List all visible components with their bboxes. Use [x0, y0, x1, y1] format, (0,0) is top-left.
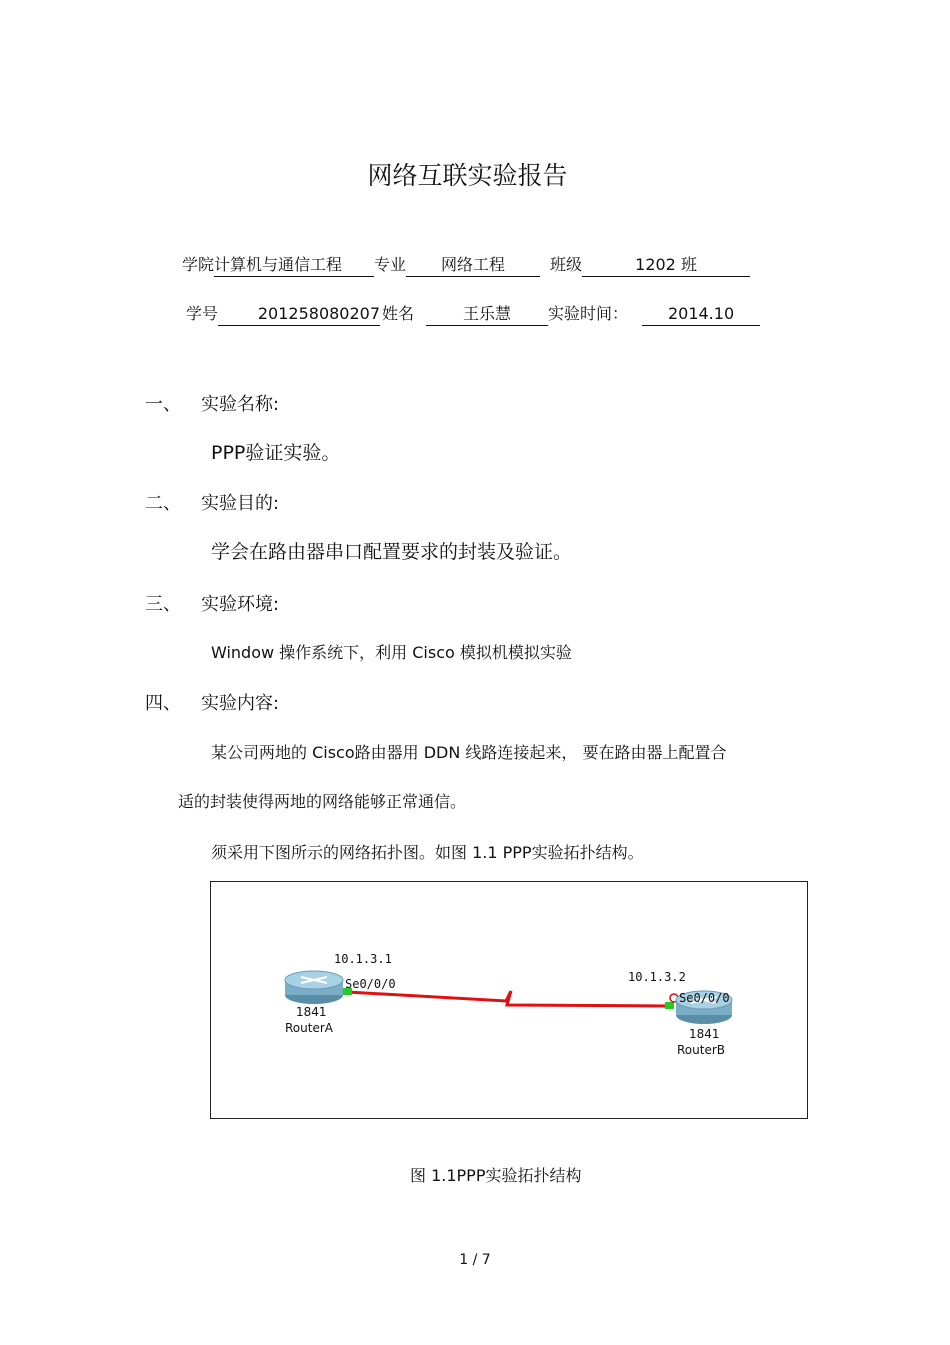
- section-2-content: 学会在路由器串口配置要求的封装及验证。: [211, 541, 573, 563]
- section-4-number: 四、: [145, 693, 181, 714]
- name-label: 姓名: [382, 304, 415, 323]
- section-3-content: Window 操作系统下，利用 Cisco 模拟机模拟实验: [211, 643, 572, 662]
- major-value: 网络工程: [406, 254, 540, 277]
- page-number: 1 / 7: [459, 1252, 491, 1268]
- date-value: 2014.10: [642, 303, 760, 326]
- router-a-model: 1841: [296, 1005, 327, 1019]
- info-row-1: [182, 254, 750, 277]
- class-label: 班级: [550, 255, 583, 274]
- figure-caption: 图 1.1PPP实验拓扑结构: [410, 1166, 582, 1185]
- router-b-interface: Se0/0/0: [679, 991, 730, 1005]
- topology-diagram: [211, 882, 807, 1118]
- date-label: 实验时间：: [548, 304, 629, 323]
- section-3-title: 实验环境:: [201, 594, 280, 615]
- section-4-paragraph-line-2: 适的封装使得两地的网络能够正常通信。: [178, 792, 467, 811]
- section-1-title: 实验名称:: [201, 394, 280, 415]
- router-a-interface: Se0/0/0: [345, 977, 396, 991]
- section-4-paragraph-2: 须采用下图所示的网络拓扑图。如图 1.1 PPP实验拓扑结构。: [211, 843, 644, 862]
- major-label: 专业: [374, 255, 407, 274]
- name-value: 王乐慧: [426, 303, 548, 326]
- student-id-value: 201258080207: [218, 303, 380, 326]
- document-title: 网络互联实验报告: [367, 161, 568, 190]
- section-2-title: 实验目的:: [201, 493, 280, 514]
- router-a-name: RouterA: [285, 1021, 333, 1035]
- college-label: 学院: [182, 255, 215, 274]
- serial-link: [347, 991, 669, 1006]
- router-b-model: 1841: [689, 1027, 720, 1041]
- router-b-port-indicator: [665, 1002, 674, 1009]
- section-1-number: 一、: [145, 394, 181, 415]
- student-id-label: 学号: [186, 304, 219, 323]
- router-a-ip: 10.1.3.1: [334, 952, 392, 966]
- router-b-name: RouterB: [677, 1043, 725, 1057]
- topology-figure: [210, 881, 808, 1119]
- college-value: 计算机与通信工程: [214, 254, 374, 277]
- section-3-number: 三、: [145, 594, 181, 615]
- section-1-content: PPP验证实验。: [211, 442, 341, 464]
- router-a-icon[interactable]: [285, 971, 343, 1004]
- section-2-number: 二、: [145, 493, 181, 514]
- class-value: 1202 班: [582, 254, 750, 277]
- section-4-paragraph-line-1: 某公司两地的 Cisco路由器用 DDN 线路连接起来， 要在路由器上配置合: [211, 743, 727, 762]
- section-4-title: 实验内容:: [201, 693, 280, 714]
- info-row-2: [186, 303, 760, 326]
- router-b-ip: 10.1.3.2: [628, 970, 686, 984]
